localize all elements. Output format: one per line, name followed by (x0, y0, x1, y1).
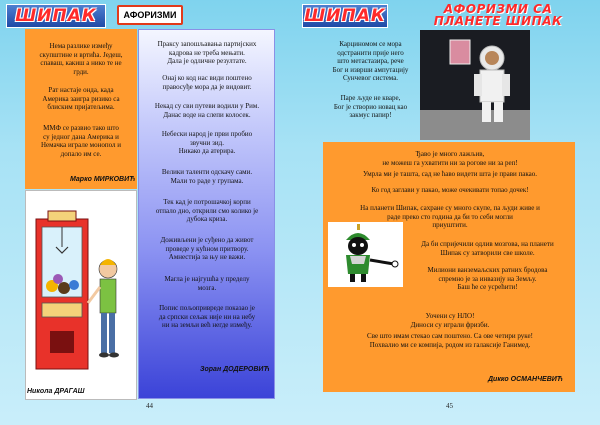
aphorism: Нема разлике између скупштине и вртића. Једеш, спаваш, какиш а нико те не грди. (39, 42, 123, 76)
magazine-logo: ШИПАК (302, 4, 388, 28)
aphorism: Милиони ванземаљских ратних бродова спремно је за инвазију на Земљу. Баш ће се усрећити! (427, 266, 548, 291)
magazine-logo: ШИПАК (6, 4, 106, 28)
aphorism: ММФ се развио тако што су једног дана Америка и Немачка играле монопол и допало им се. (41, 124, 121, 158)
aphorism: Ђаво је много лажљив, не можеш га ухватити ни за рогове ни за реп! (382, 150, 518, 167)
cartoon-illustration (328, 222, 403, 287)
aphorism: Рат настаје онда, када Америка заигра ризико са блиским пријатељима. (42, 86, 120, 111)
section-label: АФОРИЗМИ (117, 5, 183, 25)
aphorism: Уочени су НЛО! Диноси су играли фризби. (410, 312, 490, 329)
author-credit: Зоран ДОДЕРОВИЋ (200, 366, 270, 373)
aphorism: Карциномом се мора одстранити прије него што метастазира, рече Бог и изврши ампутацију Сунчевог система. (332, 40, 409, 82)
aphorism: Онај ко код нас види поштено правосуђе мора да је видовит. (162, 74, 252, 91)
aphorism: Да би спријечили одлив мозгова, на планети Шипак су затворили све школе. (421, 240, 554, 257)
author-credit: Марко МИРКОВИЋ (70, 176, 136, 183)
astronaut-icon (420, 30, 530, 140)
cartoon-illustration (25, 190, 137, 400)
aphorism: Тек кад је потрошачкој корпи отпало дно, открили смо колико је дубока криза. (155, 198, 259, 223)
aphorism: Попис пољопривреде показао је да српски сељак није ни на небу ни на земљи већ негде између. (158, 304, 256, 329)
page-title: АФОРИЗМИ СА ПЛАНЕТЕ ШИПАК (433, 2, 563, 28)
aphorism: На планети Шипак, сахране су много скупе, па људи живе и раде преко сто година да би то себи могли приуштити. (360, 204, 540, 229)
author-credit: Дикко ОСМАНЧЕВИЋ (488, 376, 563, 383)
aphorism: Праксу запошљавања партијских кадрова не треба мењати. Дала је одличне резултате. (157, 40, 257, 65)
aphorism: Магла је најгушћа у пределу мозга. (164, 275, 250, 292)
aphorism: Доживљени је суђено да живот проведе у кућном притвору. Амнестија за њу не важи. (160, 236, 254, 261)
author-credit: Никола ДРАГАШ (27, 388, 85, 395)
page-number: 45 (446, 402, 453, 410)
aphorism: Све што имам стекао сам поштено. Са ове четири руке! Похвалио ми се компија, родом из галаксије Ганимед. (367, 332, 533, 349)
page-number: 44 (146, 402, 153, 410)
aphorism: Велики таленти одскачу сами. Мали то раде у групама. (161, 168, 253, 185)
aphorism: Умрла ми је ташта, сад не ћаво видети шта је прави пакао. (362, 170, 538, 178)
astronaut-photo (420, 30, 530, 140)
aphorism: Небески народ је први пробио звучни зид. Никако да атерира. (161, 130, 253, 155)
claw-machine-cartoon-icon (26, 191, 138, 401)
aphorism: Некад су сви путеви водили у Рим. Данас воде на слепи колосек. (154, 102, 260, 119)
aphorism: Паре људе не кваре, Бог је створио новац као закмус папир! (333, 94, 408, 119)
marvin-martian-icon (328, 222, 403, 287)
aphorism: Ко год заглави у пакао, може очекивати топао дочек! (371, 186, 529, 194)
